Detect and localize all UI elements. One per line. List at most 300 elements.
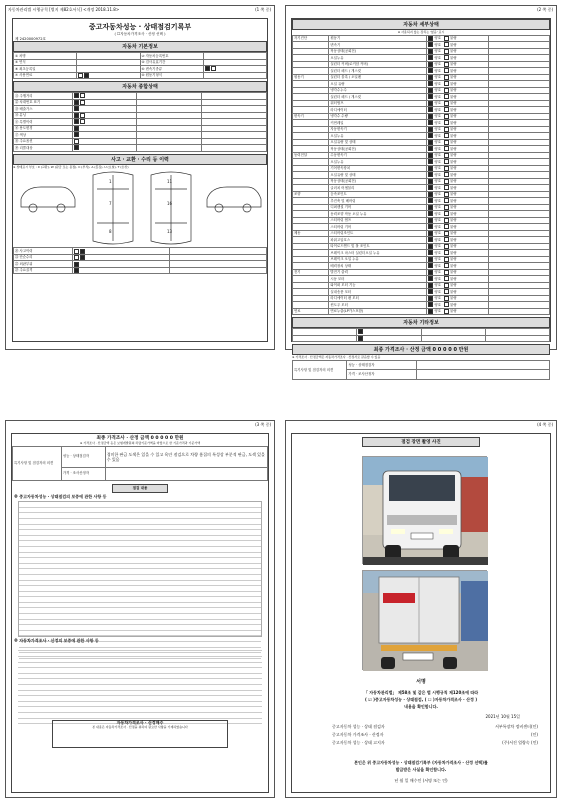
checkbox[interactable]	[211, 66, 216, 71]
checkbox[interactable]	[74, 262, 79, 267]
check-label: 양호	[434, 302, 442, 307]
check-label: 양호	[434, 120, 442, 125]
check-label: 불량	[450, 49, 457, 54]
check-label: 불량	[450, 140, 457, 145]
checkbox[interactable]	[74, 113, 79, 118]
detail-item: 실내송풍 모터	[329, 289, 427, 296]
check-label: 양호	[434, 283, 442, 288]
checkbox[interactable]	[428, 211, 433, 216]
checkbox[interactable]	[428, 114, 433, 119]
check-label: 양호	[434, 172, 442, 177]
check-label: 양호	[434, 218, 442, 223]
check-label: 양호	[434, 55, 442, 60]
check-label: 양호	[434, 153, 442, 158]
checkbox[interactable]	[428, 49, 433, 54]
check-label: 양호	[434, 205, 442, 210]
checkbox[interactable]	[444, 270, 449, 275]
basic-row-label: ⑤ 최초등록일	[14, 66, 77, 73]
wheel-icon	[243, 204, 251, 212]
checkbox[interactable]	[428, 270, 433, 275]
detail-item: 스티어링 기어	[329, 224, 427, 231]
checkbox[interactable]	[428, 289, 433, 294]
check-label: 양호	[434, 179, 442, 184]
wheel-icon	[215, 204, 223, 212]
checkbox[interactable]	[428, 120, 433, 125]
detail-item: 원동기	[329, 35, 427, 42]
section-content: 점검 내용	[112, 484, 168, 493]
page-header-left: 자동차관리법 시행규칙 [별지 제82호서식] <개정 2018.11.8>	[8, 7, 120, 12]
checkbox[interactable]	[428, 276, 433, 281]
sign-role: 중고자동차 성능 · 상태 점검자	[332, 724, 385, 729]
page-number: (4 쪽 중)	[537, 422, 553, 427]
inspector-comment: 경미한 판금 도색은 있을 수 있고 육안 점검으로 차량 흠집의 특성상 부분적 판금, 도색 있을 수 있음	[105, 446, 267, 467]
section-basic-info: 자동차 기본정보	[13, 41, 267, 52]
check-label: 양호	[434, 250, 442, 255]
basic-info-table	[13, 52, 267, 79]
check-label: 양호	[434, 62, 442, 67]
check-label: 불량	[450, 133, 457, 138]
checkbox[interactable]	[428, 296, 433, 301]
check-label: 양호	[434, 237, 442, 242]
checkbox[interactable]	[74, 139, 79, 144]
check-label: 양호	[434, 166, 442, 171]
section-detail-status: 자동차 세부상태	[292, 19, 550, 30]
checkbox[interactable]	[428, 302, 433, 307]
checkbox[interactable]	[428, 94, 433, 99]
checkbox[interactable]	[358, 329, 363, 334]
checkbox[interactable]	[428, 81, 433, 86]
doc-id: 제 2420000972호	[15, 36, 46, 41]
checkbox[interactable]	[428, 185, 433, 190]
buyer-statement-1: 본인은 위 중고자동차성능 · 상태점검기록부 (자동차가격조사 · 산정 선택)를	[354, 760, 488, 765]
checkbox[interactable]	[428, 55, 433, 60]
pricing-terms-text	[18, 646, 262, 716]
truck-front-image	[363, 457, 488, 565]
frame-row-label: ㉒ 외판부위	[14, 261, 73, 268]
check-label: 불량	[450, 55, 457, 60]
status-row-label: ⑱ 주요옵션	[14, 138, 73, 145]
check-label: 불량	[450, 289, 457, 294]
check-label: 양호	[434, 133, 442, 138]
checkbox[interactable]	[84, 73, 89, 78]
checkbox[interactable]	[74, 249, 79, 254]
inspector-label: 성능 · 상태점검자	[61, 446, 105, 467]
checkbox[interactable]	[74, 255, 79, 260]
check-label: 불량	[450, 146, 457, 151]
detail-item: 연료누출(LP가스포함)	[329, 308, 427, 315]
doc-title: 중고자동차성능 · 상태점검기록부	[88, 23, 192, 31]
detail-item: 라디에이터	[329, 107, 427, 114]
checkbox[interactable]	[444, 42, 449, 47]
doc-subtitle: ( ☐자동차가격조사 · 산정 선택 )	[114, 32, 166, 36]
status-row-label: ⑪ 주행거리	[14, 93, 73, 100]
detail-remark	[488, 308, 549, 315]
page-number: (3 쪽 중)	[255, 422, 271, 427]
detail-group: 조향	[293, 191, 329, 198]
check-label: 양호	[434, 140, 442, 145]
checkbox[interactable]	[444, 185, 449, 190]
detail-item: 워터펌프	[329, 100, 427, 107]
check-label: 불량	[450, 263, 457, 268]
final-price: 최종 가격조사 · 산정 금액 0 0 0 0 0 만원	[96, 436, 184, 441]
detail-note: ※ 사용되지 않는 장치는 '없음' 표시	[397, 30, 445, 34]
checkbox[interactable]	[428, 140, 433, 145]
check-label: 불량	[450, 94, 457, 99]
checkbox[interactable]	[444, 133, 449, 138]
checkbox[interactable]	[428, 244, 433, 249]
detail-item: 타이로드엔드 및 볼 조인트	[329, 243, 427, 250]
statement-line-1: 「 자동차관리법」 제58조 및 같은 법 시행규칙 제120조에 따라	[363, 690, 479, 695]
check-label: 불량	[450, 81, 457, 86]
detail-group: 변속기	[293, 113, 329, 120]
checkbox[interactable]	[428, 257, 433, 262]
check-label: 불량	[450, 166, 457, 171]
check-label: 양호	[434, 81, 442, 86]
detail-item: 윈도우 모터	[329, 302, 427, 309]
checkbox[interactable]	[444, 127, 449, 132]
buyer-sign-line: 년 월 일 매수인 (서명 또는 인)	[394, 778, 448, 783]
checkbox[interactable]	[428, 263, 433, 268]
checkbox[interactable]	[74, 132, 79, 137]
checkbox[interactable]	[444, 224, 449, 229]
checkbox[interactable]	[428, 179, 433, 184]
detail-item: 오일누유	[329, 159, 427, 166]
checkbox[interactable]	[428, 283, 433, 288]
pricing-signature-box	[52, 720, 228, 748]
basic-row-label: ③ 연식	[14, 59, 77, 66]
status-row-label: ⑰ 색상	[14, 132, 73, 139]
comment-label: 특기사항 및 점검자의 의견	[13, 446, 62, 480]
check-label: 양호	[434, 309, 442, 314]
check-label: 불량	[450, 237, 457, 242]
checkbox[interactable]	[428, 218, 433, 223]
checkbox[interactable]	[428, 166, 433, 171]
check-label: 양호	[434, 257, 442, 262]
final-price: 최종 가격조사 · 산정 금액 0 0 0 0 0 만원	[292, 344, 550, 355]
checkbox[interactable]	[444, 302, 449, 307]
detail-item: 와이퍼 모터 기능	[329, 282, 427, 289]
checkbox[interactable]	[358, 336, 363, 341]
check-label: 양호	[434, 276, 442, 281]
checkbox[interactable]	[444, 205, 449, 210]
check-label: 불량	[450, 68, 457, 73]
checkbox[interactable]	[80, 113, 85, 118]
check-label: 불량	[450, 205, 457, 210]
checkbox[interactable]	[74, 119, 79, 124]
detail-item: 동력조향 작동 오일 누유	[329, 211, 427, 218]
car-diagram	[13, 169, 269, 247]
status-table	[13, 92, 267, 152]
detail-item: 스티어링조인트	[329, 230, 427, 237]
checkbox[interactable]	[428, 198, 433, 203]
basic-row-label: ⑦ 사용연료	[14, 72, 77, 79]
checkbox[interactable]	[444, 75, 449, 80]
detail-item: 브레이크 오일 누유	[329, 256, 427, 263]
checkbox[interactable]	[444, 120, 449, 125]
check-label: 양호	[434, 42, 442, 47]
checkbox[interactable]	[428, 36, 433, 41]
checkbox[interactable]	[444, 257, 449, 262]
page-3	[5, 420, 275, 798]
check-label: 양호	[434, 107, 442, 112]
frame-row-label: ⑳ 사고이력	[14, 248, 73, 255]
status-row-label: ⑯ 용도변경	[14, 125, 73, 132]
checkbox[interactable]	[80, 119, 85, 124]
checkbox[interactable]	[444, 231, 449, 236]
checkbox[interactable]	[444, 172, 449, 177]
check-label: 양호	[434, 49, 442, 54]
check-label: 양호	[434, 75, 442, 80]
wheel-icon	[57, 204, 65, 212]
statement-line-2: ( ☑ )중고자동차성능 · 상태점검, ( ☐ )자동차가격조사 · 산정 )	[364, 697, 478, 702]
section-warranty-inspection: ※ 중고자동차성능 · 상태점검의 보증에 관한 사항 등	[14, 493, 107, 499]
detail-item: 배력장치 상태	[329, 263, 427, 270]
checkbox[interactable]	[74, 145, 79, 150]
check-label: 불량	[450, 250, 457, 255]
checkbox[interactable]	[428, 231, 433, 236]
checkbox[interactable]	[428, 107, 433, 112]
statement-line-3: 내용을 확인합니다.	[404, 704, 438, 709]
check-label: 불량	[450, 62, 457, 67]
detail-item: 작동상태(공회전)	[329, 48, 427, 55]
status-row-label: ⑬ 배출가스	[14, 106, 73, 113]
checkbox[interactable]	[428, 146, 433, 151]
check-label: 양호	[434, 211, 442, 216]
detail-group: 전기	[293, 269, 329, 276]
check-label: 불량	[450, 231, 457, 236]
basic-row-label: ② 자동차등록번호	[140, 53, 203, 60]
checkbox[interactable]	[428, 192, 433, 197]
comment-table	[12, 446, 268, 481]
checkbox[interactable]	[444, 49, 449, 54]
checkbox[interactable]	[428, 224, 433, 229]
check-label: 양호	[434, 198, 442, 203]
checkbox[interactable]	[428, 205, 433, 210]
box-text: 본 내용은 자동차가격조사 · 산정을 위하여 필요한 사항을 기재하였습니다	[92, 725, 188, 730]
checkbox[interactable]	[444, 36, 449, 41]
checkbox[interactable]	[78, 73, 83, 78]
detail-item: 실린더 커버(로커암 커버)	[329, 61, 427, 68]
detail-group: 제동	[293, 230, 329, 237]
detail-item: 실린더 헤드 / 개스킷	[329, 68, 427, 75]
checkbox[interactable]	[444, 244, 449, 249]
checkbox[interactable]	[428, 237, 433, 242]
check-label: 불량	[450, 107, 457, 112]
check-label: 불량	[450, 218, 457, 223]
detail-item: 오일 유량	[329, 81, 427, 88]
check-label: 양호	[434, 224, 442, 229]
detail-group: 연료	[293, 308, 329, 315]
diagram-number: 16	[167, 201, 173, 207]
section-overall-status: 자동차 종합상태	[13, 81, 267, 92]
status-row-label: ⑲ 리콜대상	[14, 145, 73, 152]
check-label: 양호	[434, 263, 442, 268]
photo-section-title: 점검 장면 촬영 사진	[362, 437, 480, 447]
sign-date: 2021년 10월 15일	[485, 714, 520, 719]
checkbox[interactable]	[428, 101, 433, 106]
check-label: 불량	[450, 309, 457, 314]
checkbox[interactable]	[428, 250, 433, 255]
check-label: 양호	[434, 296, 442, 301]
checkbox[interactable]	[444, 192, 449, 197]
check-label: 양호	[434, 289, 442, 294]
checkbox[interactable]	[444, 276, 449, 281]
checkbox[interactable]	[444, 237, 449, 242]
frame-table	[13, 247, 267, 274]
checkbox[interactable]	[444, 94, 449, 99]
checkbox[interactable]	[80, 255, 85, 260]
checkbox[interactable]	[444, 296, 449, 301]
page-1	[5, 5, 275, 350]
sign-org: (인)	[531, 732, 538, 737]
detail-item: 실린더 헤드 / 개스킷	[329, 94, 427, 101]
check-label: 양호	[434, 88, 442, 93]
diagram-number: 7	[109, 201, 112, 207]
price-note: ※ 가격조사 · 산정금액 등은 보험개발원의 차량기준가액을 바탕으로 한 기준가격과 기준가액	[79, 441, 201, 445]
check-label: 불량	[450, 101, 457, 106]
checkbox[interactable]	[428, 172, 433, 177]
checkbox[interactable]	[444, 55, 449, 60]
check-label: 양호	[434, 270, 442, 275]
check-label: 불량	[450, 153, 457, 158]
check-label: 불량	[450, 172, 457, 177]
checkbox[interactable]	[428, 42, 433, 47]
detail-group: 원동기	[293, 74, 329, 81]
check-label: 불량	[450, 276, 457, 281]
status-row-label: ⑭ 튜닝	[14, 112, 73, 119]
detail-item: 실린더 블록 / 오일팬	[329, 74, 427, 81]
checkbox[interactable]	[444, 107, 449, 112]
checkbox[interactable]	[444, 166, 449, 171]
check-label: 불량	[450, 257, 457, 262]
checkbox[interactable]	[428, 88, 433, 93]
checkbox[interactable]	[444, 146, 449, 151]
checkbox[interactable]	[444, 211, 449, 216]
check-label: 불량	[450, 244, 457, 249]
diagram-number: 8	[109, 229, 112, 235]
car-side-left-outline	[21, 187, 75, 207]
checkbox[interactable]	[428, 159, 433, 164]
frame-row-label: ㉓ 주요골격	[14, 267, 73, 274]
page-number: (1 쪽 중)	[255, 7, 271, 12]
checkbox[interactable]	[444, 309, 449, 314]
detail-item: 등속조인트	[329, 191, 427, 198]
checkbox[interactable]	[444, 68, 449, 73]
checkbox[interactable]	[444, 283, 449, 288]
detail-item: 수동변속기	[329, 152, 427, 159]
checkbox[interactable]	[444, 81, 449, 86]
checkbox[interactable]	[444, 114, 449, 119]
checkbox[interactable]	[428, 68, 433, 73]
checkbox[interactable]	[428, 75, 433, 80]
check-label: 양호	[434, 36, 442, 41]
diagram-number: 13	[167, 229, 173, 235]
detail-check	[427, 308, 488, 315]
check-label: 양호	[434, 94, 442, 99]
check-label: 불량	[450, 120, 457, 125]
section-other-info: 자동차 기타정보	[292, 317, 550, 328]
sign-org: (주)서진 엄량숙 (인)	[502, 740, 538, 745]
checkbox[interactable]	[444, 88, 449, 93]
sign-role: 중고자동차 성능 · 상태 고지자	[332, 740, 385, 745]
check-label: 양호	[434, 159, 442, 164]
checkbox[interactable]	[428, 309, 433, 314]
checkbox[interactable]	[444, 153, 449, 158]
detail-item: 변속기	[329, 42, 427, 49]
checkbox[interactable]	[74, 100, 79, 105]
check-label: 불량	[450, 159, 457, 164]
pricer-label: 가격 · 조사산정자	[61, 467, 105, 480]
sign-org: 서부특장차 정비센터(인)	[494, 724, 538, 729]
checkbox[interactable]	[444, 101, 449, 106]
checkbox[interactable]	[444, 263, 449, 268]
basic-row-label: ④ 검사유효기간	[140, 59, 203, 66]
car-side-right-outline	[207, 187, 261, 207]
checkbox[interactable]	[444, 218, 449, 223]
section-warranty-pricing: ※ 자동차가격조사 · 산정의 보증에 관한 사항 등	[14, 638, 99, 644]
checkbox[interactable]	[444, 198, 449, 203]
checkbox[interactable]	[428, 133, 433, 138]
box-title: 자동차가격조사 · 산정매수	[116, 719, 164, 725]
checkbox[interactable]	[444, 289, 449, 294]
warranty-terms-text	[18, 501, 262, 637]
pricer-label: 가격 · 조사산정자	[347, 370, 417, 380]
check-label: 불량	[450, 127, 457, 132]
section-accident-history: 사고 · 교환 · 수리 등 이력	[13, 154, 267, 165]
diagram-number: 1	[109, 179, 112, 185]
other-info-table	[292, 328, 550, 342]
checkbox[interactable]	[205, 66, 210, 71]
detail-item: 작동상태(공회전)	[329, 146, 427, 153]
basic-row-label: ⑥ 변속기종류	[140, 66, 203, 73]
checkbox[interactable]	[428, 153, 433, 158]
detail-item: 디퍼렌셜 기어	[329, 204, 427, 211]
checkbox[interactable]	[80, 100, 85, 105]
frame-row-label: ㉑ 단순수리	[14, 254, 73, 261]
check-label: 불량	[450, 114, 457, 119]
status-row-label: ⑫ 차대번호 표기	[14, 99, 73, 106]
checkbox[interactable]	[444, 62, 449, 67]
check-label: 양호	[434, 185, 442, 190]
check-label: 불량	[450, 75, 457, 80]
detail-item: 오일누유	[329, 55, 427, 62]
accident-legend: ※ 상태표시 부호 : X (교환), W (판금 또는 용접), C (부식), A (흠집), U (요철), T (손상)	[13, 164, 129, 169]
checkbox[interactable]	[74, 93, 79, 98]
sign-role: 중고자동차 가격조사 · 산정자	[332, 732, 384, 737]
checkbox[interactable]	[444, 159, 449, 164]
checkbox[interactable]	[74, 106, 79, 111]
checkbox[interactable]	[74, 268, 79, 273]
checkbox[interactable]	[80, 249, 85, 254]
checkbox[interactable]	[444, 140, 449, 145]
detail-item: 스티어링 펌프	[329, 217, 427, 224]
checkbox[interactable]	[428, 62, 433, 67]
check-label: 양호	[434, 244, 442, 249]
truck-rear-photo	[362, 570, 487, 670]
checkbox[interactable]	[444, 179, 449, 184]
comment-table	[292, 360, 550, 380]
checkbox[interactable]	[444, 250, 449, 255]
check-label: 양호	[434, 192, 442, 197]
checkbox[interactable]	[80, 93, 85, 98]
status-row-label: ⑮ 특별이력	[14, 119, 73, 126]
detail-item: 발전기 출력	[329, 269, 427, 276]
detail-item: 추진축 및 베어링	[329, 198, 427, 205]
truck-rear-image	[363, 571, 488, 671]
checkbox[interactable]	[74, 126, 79, 131]
checkbox[interactable]	[428, 127, 433, 132]
check-label: 양호	[434, 231, 442, 236]
